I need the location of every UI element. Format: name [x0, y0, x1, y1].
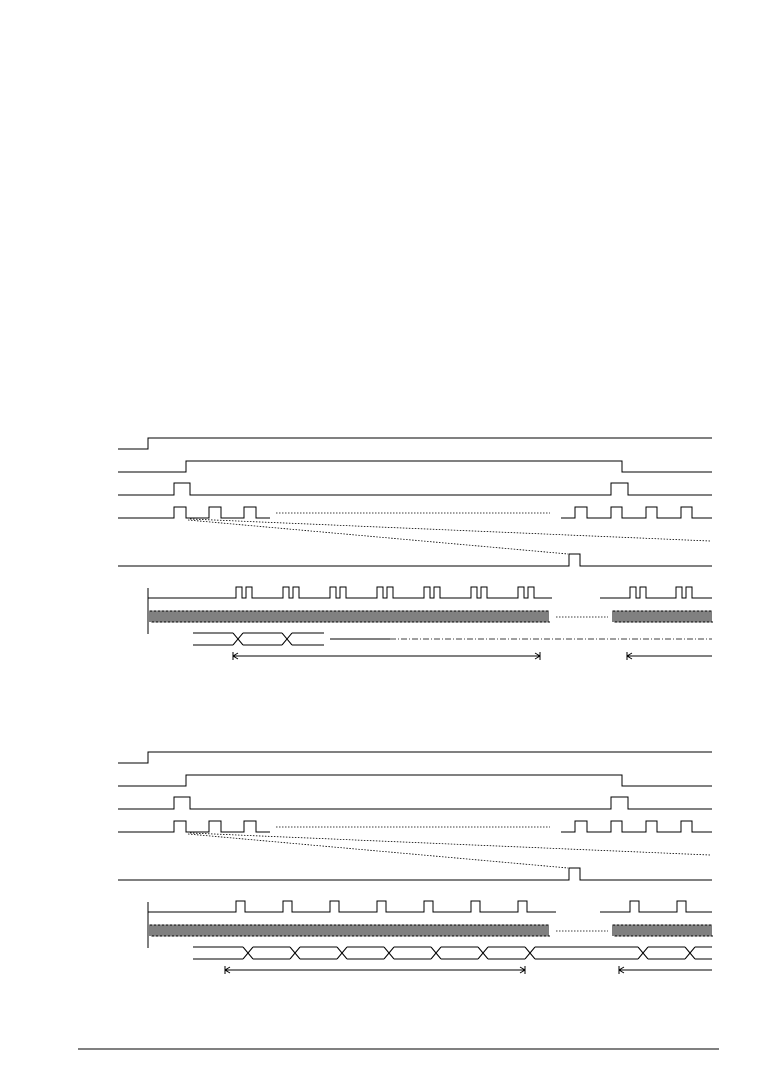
signal-late-pulse — [118, 868, 712, 880]
measure-arrow-open-span — [619, 966, 712, 974]
signal-enable-window — [118, 461, 712, 472]
guide-line-to-late-pulse — [188, 520, 568, 554]
signal-data-bus-cross-3 — [384, 947, 394, 959]
signal-data-bus-start — [193, 633, 233, 645]
guide-line-to-right-edge — [190, 519, 710, 541]
signal-level-step — [118, 438, 712, 449]
signal-data-bus-cross-0 — [233, 633, 243, 645]
signal-clock-train-right — [613, 611, 713, 622]
timing-diagram-top — [118, 438, 713, 660]
signal-data-bus-cell-1 — [253, 947, 290, 959]
signal-data-bus-cell-2 — [292, 633, 324, 645]
signal-data-bus-cross-2 — [337, 947, 347, 959]
signal-level-step — [118, 752, 712, 763]
signal-data-bus-long-cell — [535, 947, 638, 959]
guide-line-to-right-edge — [190, 833, 710, 855]
signal-enable-window — [118, 775, 712, 786]
signal-sampled-pulses-left — [148, 587, 552, 598]
signal-data-bus-cell-right — [648, 947, 685, 959]
signal-sampled-pulses-left — [148, 901, 556, 912]
signal-data-bus-cell-4 — [394, 947, 431, 959]
signal-data-bus-cross-1 — [290, 947, 300, 959]
signal-pulse-train-left — [118, 821, 270, 832]
measure-arrow-span — [233, 652, 540, 660]
signal-data-bus-cell-2 — [300, 947, 337, 959]
signal-data-bus-cross-1 — [282, 633, 292, 645]
signal-data-bus-cross-5 — [478, 947, 488, 959]
signal-data-bus-right-cross-1 — [685, 947, 695, 959]
signal-data-bus-cell-6 — [488, 947, 525, 959]
timing-diagram-bottom — [118, 752, 713, 974]
signal-data-bus-cross-6 — [525, 947, 535, 959]
signal-start-pulse — [118, 797, 712, 809]
signal-data-bus-cell-1 — [243, 633, 282, 645]
signal-clock-train-left — [150, 925, 550, 936]
signal-sampled-pulses-right — [600, 587, 712, 598]
signal-clock-train-right — [613, 925, 713, 936]
signal-data-bus-cross-4 — [431, 947, 441, 959]
signal-data-bus-cross-0 — [243, 947, 253, 959]
signal-pulse-train-left — [118, 507, 270, 518]
signal-start-pulse — [118, 483, 712, 495]
guide-line-to-late-pulse — [188, 834, 568, 868]
signal-sampled-pulses-right — [600, 901, 712, 912]
signal-data-bus-start — [193, 947, 243, 959]
signal-pulse-train-right — [561, 821, 712, 832]
signal-late-pulse — [118, 554, 712, 566]
signal-data-bus-end — [695, 947, 712, 959]
measure-arrow-span — [225, 966, 525, 974]
signal-data-bus-cell-5 — [441, 947, 478, 959]
signal-data-bus-right-cross-0 — [638, 947, 648, 959]
signal-data-bus-cell-3 — [347, 947, 384, 959]
signal-clock-train-left — [150, 611, 550, 622]
signal-pulse-train-right — [561, 507, 712, 518]
measure-arrow-open-span — [627, 652, 712, 660]
